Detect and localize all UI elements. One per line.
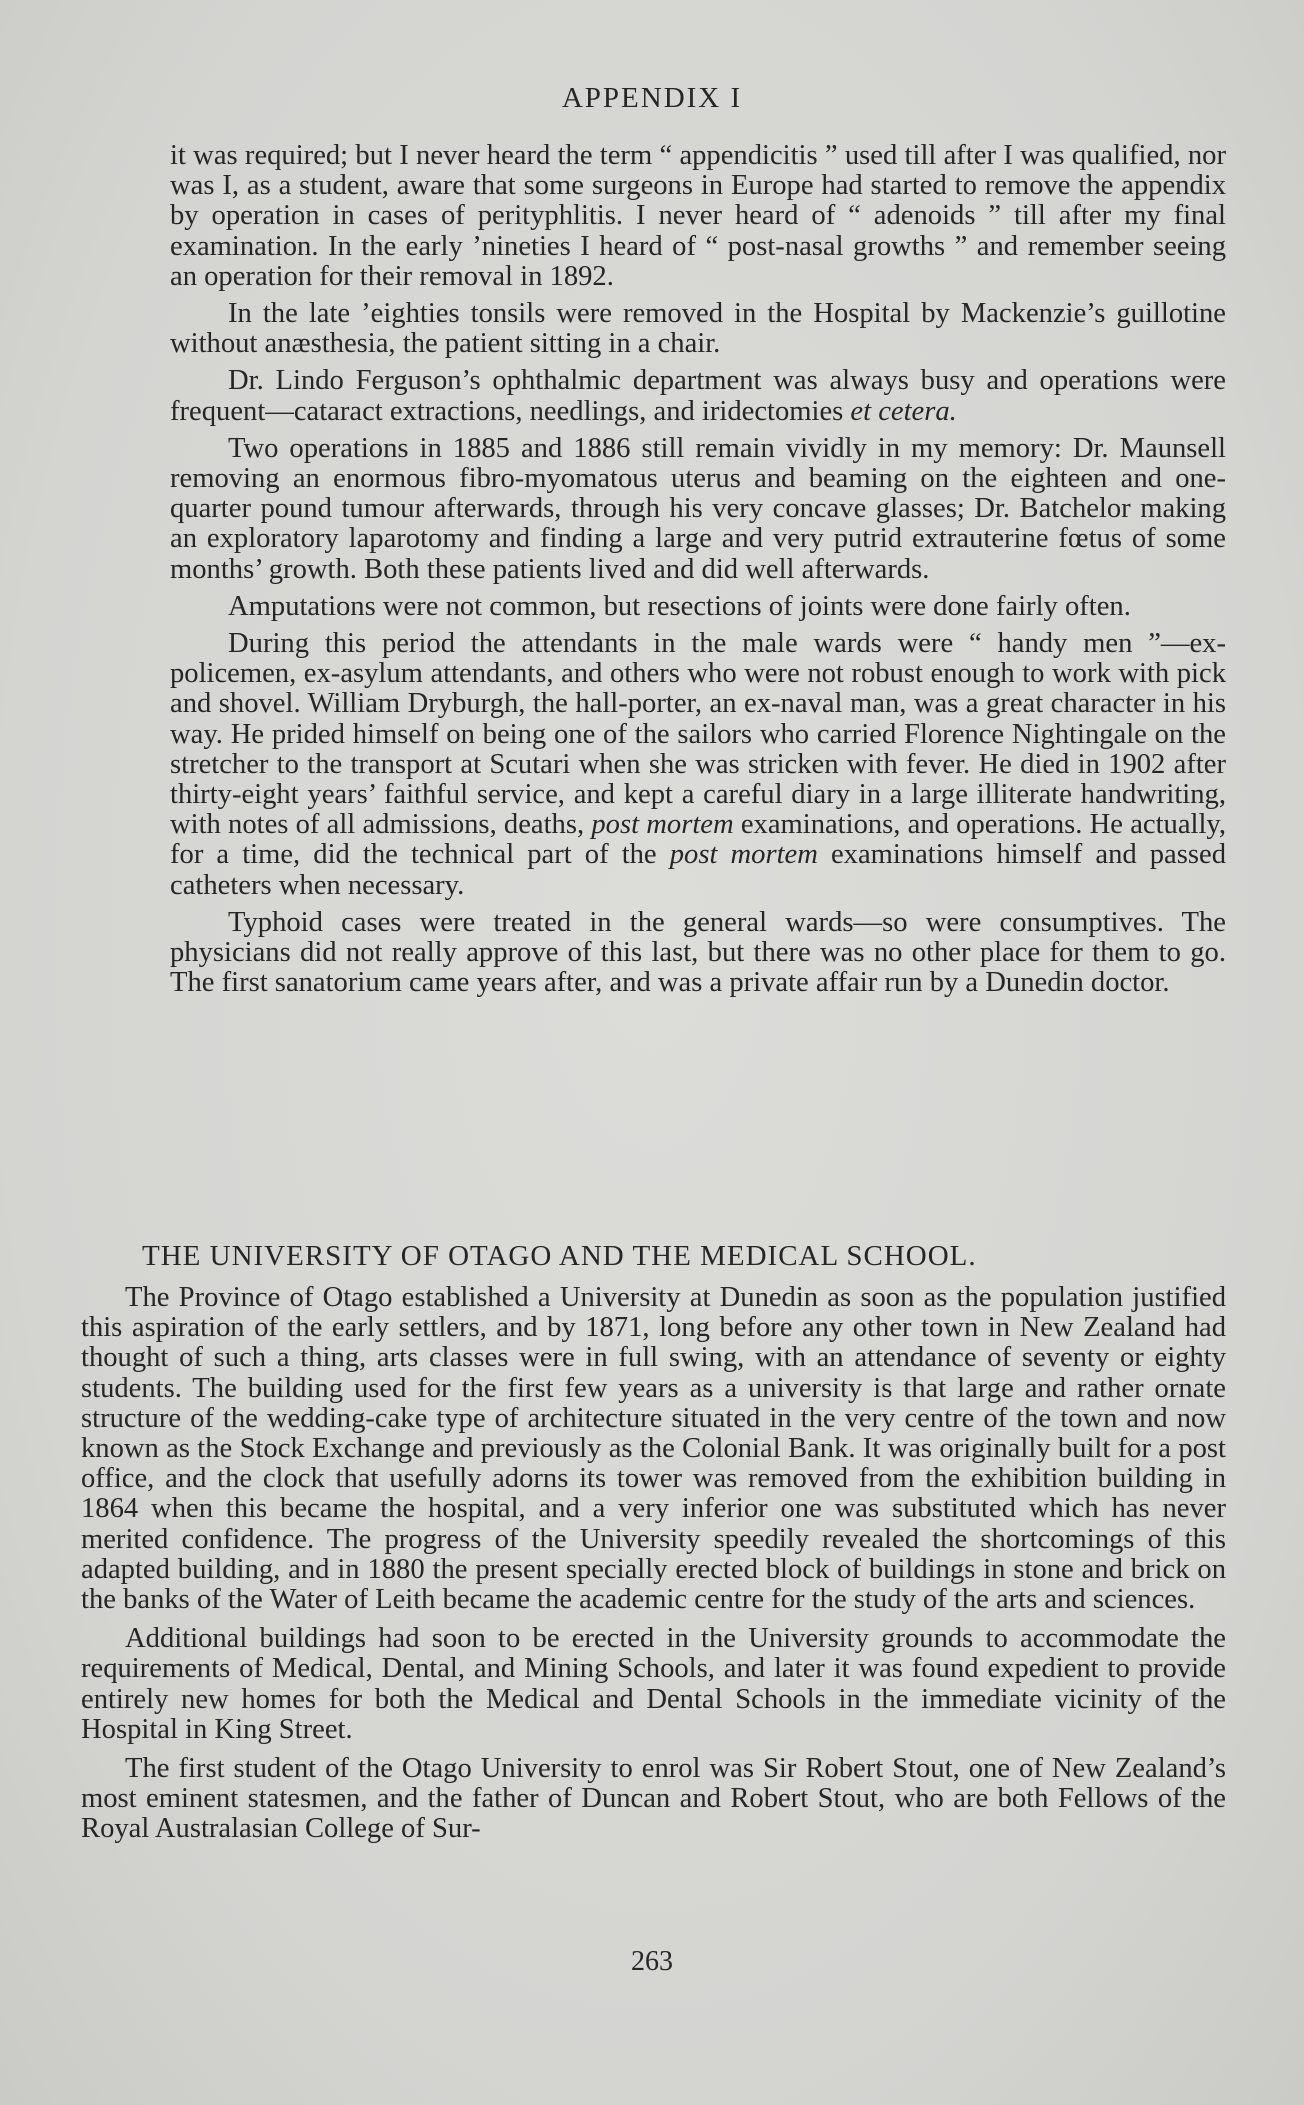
page-number: 263: [631, 1946, 673, 1977]
paragraph: The Province of Otago established a University at Dunedin as soon as the population justified this aspiration of the early settlers, and by 1871, long before any other town in New Zealand had thought of such a thing, arts classes were in full swing, with an attendance of seventy or eighty students. The building used for the first few years as a university is that large and rather ornate structure of the wedding-cake type of architecture situated in the very centre of the town and now known as the Stock Exchange and previously as the Colonial Bank. It was originally built for a post office, and the clock that usefully adorns its tower was removed from the exhibition building in 1864 when this became the hospital, and a very inferior one was substituted which has never merited confidence. The progress of the University speedily revealed the shortcomings of this adapted building, and in 1880 the present specially erected block of buildings in stone and brick on the banks of the Water of Leith became the academic centre for the study of the arts and sciences.: [81, 1282, 1226, 1616]
paragraph-text: examinations himself and passed catheters when necessary.: [170, 839, 1226, 901]
italic-phrase: post mortem: [669, 839, 818, 871]
paragraph: it was required; but I never heard the term “ appendicitis ” used till after I was qualified, nor was I, as a student, aware that some surgeons in Europe had started to remove the appendix by operation in cases of perityphlitis. I never heard of “ adenoids ” till after my final examination. In the early ’nineties I heard of “ post-nasal growths ” and remember seeing an operation for their removal in 1892.: [170, 140, 1226, 292]
paragraph-text: examinations, and operations. He actually, for a time, did the technical part of the: [170, 809, 1226, 871]
paragraph: [170, 366, 1226, 426]
paragraph: Two operations in 1885 and 1886 still remain vividly in my memory: Dr. Maunsell removing an enormous fibro-myomatous uterus and beaming on the eighteen and one-quarter pound tumour afterwards, through his very concave glasses; Dr. Batchelor making an exploratory laparotomy and finding a large and very putrid extrauterine fœtus of some months’ growth. Both these patients lived and did well afterwards.: [170, 432, 1226, 585]
paragraph-text: Dr. Lindo Ferguson’s ophthalmic department was always busy and operations were frequent—cataract extractions, needlings, and iridectomies: [170, 365, 1226, 427]
italic-phrase: post mortem: [591, 809, 734, 841]
section-heading: THE UNIVERSITY OF OTAGO AND THE MEDICAL SCHOOL.: [142, 1240, 977, 1272]
paragraph: Typhoid cases were treated in the general wards—so were consumptives. The physicians did not really approve of this last, but there was no other place for them to go. The first sanatorium came years after, and was a private affair run by a Dunedin doctor.: [170, 906, 1226, 999]
section-text-block: [81, 1283, 1226, 1854]
paragraph-text: During this period the attendants in the male wards were “ handy men ”—ex-policemen, ex-asylum attendants, and others who were not robust enough to work with pick and shovel. William Dryburgh, the hall-porter, an ex-naval man, was a great character in his way. He prided himself on being one of the sailors who carried Florence Nightingale on the stretcher to the transport at Scutari when she was stricken with fever. He died in 1902 after thirty-eight years’ faithful service, and kept a careful diary in a large illiterate handwriting, with notes of all admissions, deaths,: [170, 628, 1226, 841]
running-head: APPENDIX I: [561, 82, 743, 114]
paragraph: The first student of the Otago University to enrol was Sir Robert Stout, one of New Zealand’s most eminent statesmen, and the father of Duncan and Robert Stout, who are both Fellows of the Royal Australasian College of Sur-: [81, 1753, 1226, 1845]
paragraph: [170, 629, 1226, 901]
italic-phrase: et cetera.: [850, 395, 957, 427]
paragraph: Additional buildings had soon to be erected in the University grounds to accommodate the requirements of Medical, Dental, and Mining Schools, and later it was found expedient to provide entirely new homes for both the Medical and Dental Schools in the immediate vicinity of the Hospital in King Street.: [81, 1623, 1226, 1745]
paragraph: Amputations were not common, but resections of joints were done fairly often.: [228, 590, 1131, 622]
paragraph: In the late ’eighties tonsils were removed in the Hospital by Mackenzie’s guillotine without anæsthesia, the patient sitting in a chair.: [170, 298, 1226, 360]
top-text-block: [170, 141, 1226, 1005]
